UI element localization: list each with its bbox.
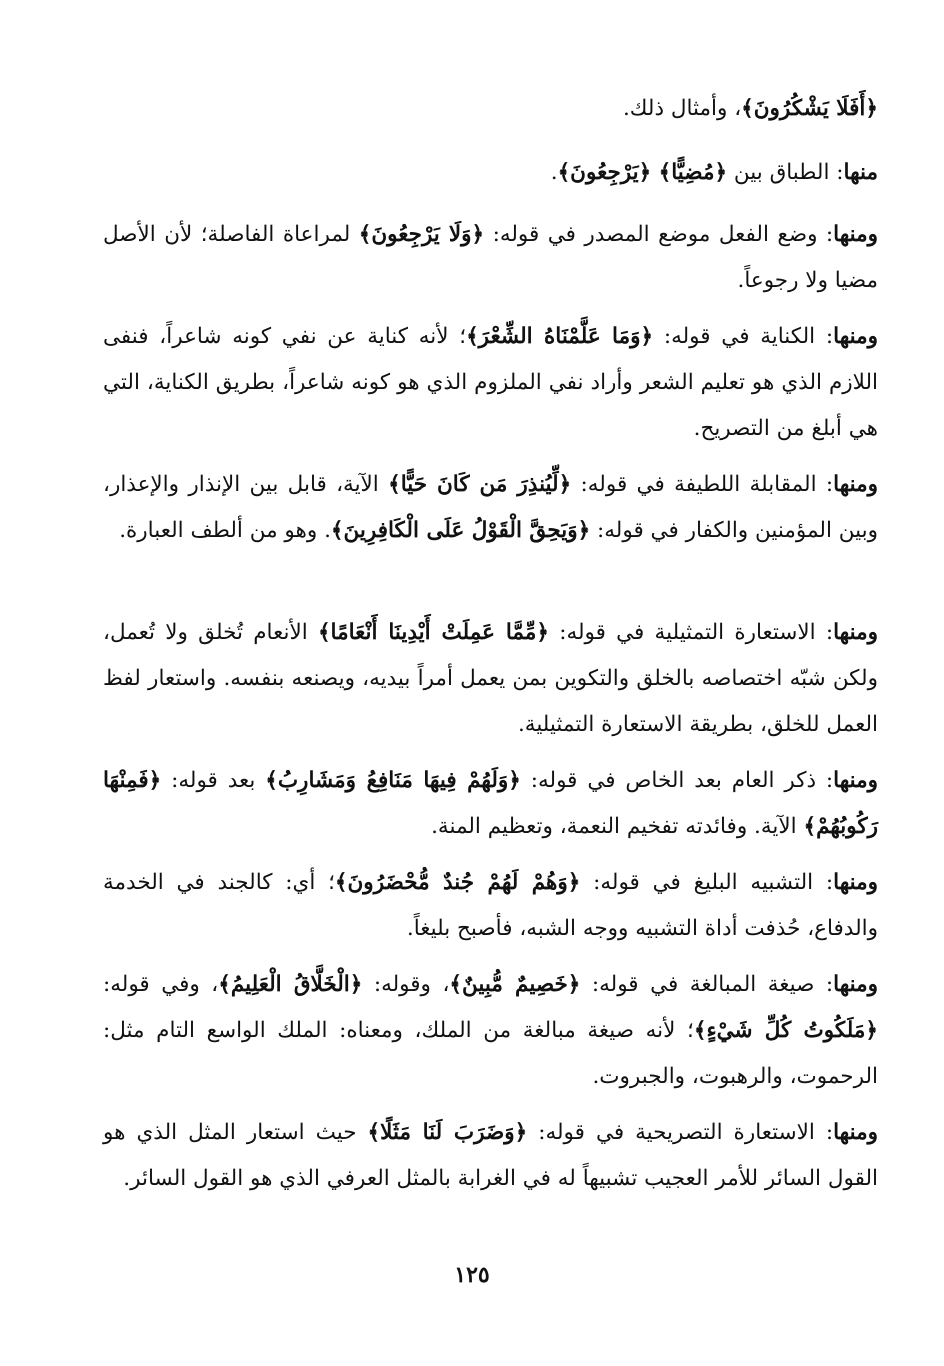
section-lead-word: ومنها (833, 972, 879, 997)
section-lead-word: منها (843, 160, 878, 185)
section-lead-word: ومنها (833, 324, 878, 349)
paragraph-text: ؛ لأنه كناية عن نفي كونه شاعراً، فنفى اللازم الذي هو تعليم الشعر وأراد نفي الملزوم الذي هو كونه شاعراً، بطريق الكناية، التي هي أبلغ من التصريح. (103, 324, 878, 441)
section-lead-word: ومنها (833, 768, 878, 793)
paragraph-eloquent-simile (103, 860, 878, 952)
paragraph-text: الأنعام تُخلق ولا تُعمل، ولكن شبّه اختصاصه بالخلق والتكوين بمن يعمل أمراً بيديه، ويصنعه بنفسه. واستعار لفظ العمل للخلق، بطريقة الاستعارة التمثيلية. (103, 620, 878, 737)
paragraph-text: ، وفي قوله: (103, 972, 219, 997)
paragraph-text: . وهو من ألطف العبارة. (119, 518, 331, 543)
paragraph-text: ، وأمثال ذلك. (622, 96, 742, 121)
paragraph-verb-for-noun (103, 212, 878, 304)
section-lead-word: ومنها (833, 870, 878, 895)
paragraph-text: ، وقوله: (362, 972, 450, 997)
paragraph-allegory (103, 610, 878, 748)
quran-quote: ﴿فَمِنْهَا رَكُوبُهُمْ﴾ (103, 768, 878, 839)
paragraph-general-after-specific (103, 758, 878, 850)
quran-quote: ﴿أَفَلَا يَشْكُرُونَ﴾ (741, 96, 878, 121)
quran-quote: ﴿وَلَهُمْ فِيهَا مَنَافِعُ وَمَشَارِبُ﴾ (265, 768, 521, 793)
paragraph-antithesis (103, 150, 878, 196)
paragraph-text: : صيغة المبالغة في قوله: (580, 972, 834, 997)
paragraph-text: لمراعاة الفاصلة؛ لأن الأصل مضيا ولا رجوعاً. (103, 222, 878, 293)
paragraph-continuation (103, 86, 878, 132)
paragraph-metonymy (103, 314, 878, 452)
quran-quote: ﴿مِّمَّا عَمِلَتْ أَيْدِينَا أَنْعَامًا﴾ (317, 620, 549, 645)
paragraph-contrast (103, 462, 878, 554)
paragraph-explicit-metaphor (103, 1110, 878, 1202)
quran-quote: ﴿مَلَكُوتُ كُلِّ شَيْءٍ﴾ (693, 1018, 878, 1043)
paragraph-text: : ذكر العام بعد الخاص في قوله: (520, 768, 834, 793)
quran-quote: ﴿لِّيُنذِرَ مَن كَانَ حَيًّا﴾ (388, 472, 572, 497)
paragraph-text: . (550, 160, 558, 185)
paragraph-text: : المقابلة اللطيفة في قوله: (571, 472, 834, 497)
quran-quote: ﴿وَيَحِقَّ الْقَوْلُ عَلَى الْكَافِرِينَ﴾ (330, 518, 591, 543)
paragraph-text: : وضع الفعل موضع المصدر في قوله: (484, 222, 834, 247)
quran-quote: ﴿وَلَا يَرْجِعُونَ﴾ (358, 222, 485, 247)
paragraph-text: بعد قوله: (161, 768, 266, 793)
paragraph-text: : الاستعارة التصريحية في قوله: (527, 1120, 834, 1145)
quran-quote: ﴿مُضِيًّا﴾ ﴿يَرْجِعُونَ﴾ (557, 160, 728, 185)
quran-quote: ﴿وَهُمْ لَهُمْ جُندٌ مُّحْضَرُونَ﴾ (334, 870, 581, 895)
page-number: ١٢٥ (454, 1262, 490, 1288)
paragraph-text: ؛ لأنه صيغة مبالغة من الملك، ومعناه: الملك الواسع التام مثل: الرحموت، والرهبوت، والجبروت. (103, 1018, 878, 1089)
quran-quote: ﴿وَمَا عَلَّمْنَاهُ الشِّعْرَ﴾ (466, 324, 654, 349)
paragraph-text: : الطباق بين (727, 160, 844, 185)
paragraph-text: : الكناية في قوله: (653, 324, 834, 349)
section-lead-word: ومنها (833, 222, 879, 247)
section-lead-word: ومنها (833, 620, 878, 645)
paragraph-text: الآية، قابل بين الإنذار والإعذار، وبين المؤمنين والكفار في قوله: (103, 472, 878, 543)
paragraph-hyperbole-form (103, 962, 878, 1100)
paragraph-text: حيث استعار المثل الذي هو القول السائر للأمر العجيب تشبيهاً له في الغرابة بالمثل العرفي الذي هو القول السائر. (103, 1120, 878, 1191)
paragraph-text: : التشبيه البليغ في قوله: (580, 870, 834, 895)
paragraph-text: ؛ أي: كالجند في الخدمة والدفاع، حُذفت أداة التشبيه ووجه الشبه، فأصبح بليغاً. (103, 870, 878, 941)
quran-quote: ﴿الْخَلَّاقُ الْعَلِيمُ﴾ (218, 972, 363, 997)
section-lead-word: ومنها (833, 1120, 878, 1145)
quran-quote: ﴿وَضَرَبَ لَنَا مَثَلًا﴾ (367, 1120, 528, 1145)
section-lead-word: ومنها (833, 472, 878, 497)
paragraph-text: : الاستعارة التمثيلية في قوله: (548, 620, 834, 645)
paragraph-text: الآية. وفائدته تفخيم النعمة، وتعظيم المنة. (431, 814, 804, 839)
quran-quote: ﴿خَصِيمٌ مُّبِينٌ﴾ (449, 972, 581, 997)
